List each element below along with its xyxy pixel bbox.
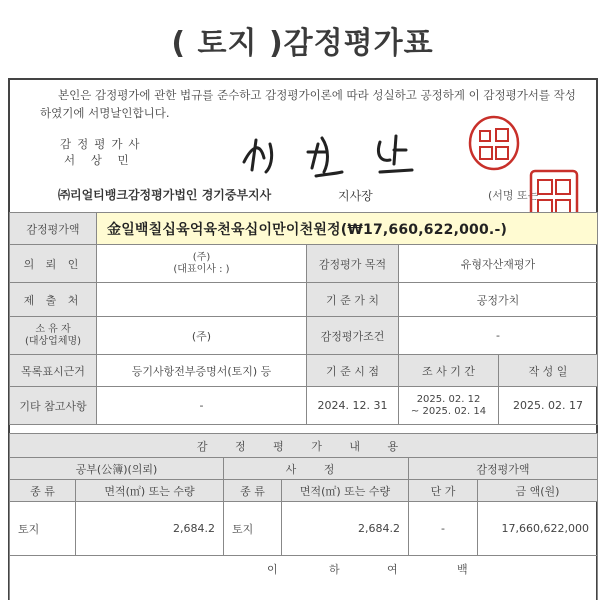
actual-area: 2,684.2 (282, 502, 409, 556)
requester-cell (97, 245, 307, 283)
survey-period-label: 조 사 기 간 (399, 355, 499, 387)
footer-char: 여 (387, 563, 398, 576)
ledger-type: 토지 (10, 502, 76, 556)
requester-rep: (대표이사 : ) (173, 263, 230, 275)
col-header: 종 류 (224, 480, 282, 502)
footer-remark (9, 555, 597, 583)
purpose-value: 유형자산재평가 (399, 245, 598, 283)
branch-chief-label: 지사장 (338, 189, 373, 203)
list-basis-label: 목록표시근거 (10, 355, 97, 387)
unit-price: - (409, 502, 478, 556)
submit-label: 제 출 처 (10, 283, 97, 317)
total-amount: 17,660,622,000 (478, 502, 598, 556)
base-date-value: 2024. 12. 31 (307, 387, 399, 425)
section-title: 감 정 평 가 내 용 (10, 434, 598, 458)
table-row (10, 502, 598, 556)
sign-note: (서명 또는 (488, 189, 539, 202)
survey-period-cell (399, 387, 499, 425)
footer-char: 이 (267, 563, 278, 576)
condition-value: - (399, 317, 598, 355)
actual-header: 사 정 (224, 458, 409, 480)
footer-char: 백 (457, 563, 468, 576)
actual-type: 토지 (224, 502, 282, 556)
col-header: 금 액(원) (478, 480, 598, 502)
condition-label: 감정평가조건 (307, 317, 399, 355)
ledger-area: 2,684.2 (76, 502, 224, 556)
basis-value: 공정가치 (399, 283, 598, 317)
col-header: 면적(㎡) 또는 수량 (76, 480, 224, 502)
handwritten-signature (230, 124, 450, 184)
amount-label: 감정평가액 (10, 213, 97, 245)
survey-start: 2025. 02. 12 (416, 393, 481, 405)
written-date-label: 작 성 일 (499, 355, 598, 387)
col-header: 면적(㎡) 또는 수량 (282, 480, 409, 502)
summary-table (9, 212, 598, 425)
amount-value: 金일백칠십육억육천육십이만이천원정(₩17,660,622,000.-) (97, 213, 598, 245)
purpose-label: 감정평가 목적 (307, 245, 399, 283)
other-label: 기타 참고사항 (10, 387, 97, 425)
basis-label: 기 준 가 치 (307, 283, 399, 317)
submit-value (97, 283, 307, 317)
owner-label-cell (10, 317, 97, 355)
owner-value: (주) (97, 317, 307, 355)
ledger-header: 공부(公簿)(의뢰) (10, 458, 224, 480)
requester-label: 의 뢰 인 (10, 245, 97, 283)
appraiser-name: 서 상 민 (64, 153, 135, 167)
col-header: 종 류 (10, 480, 76, 502)
list-basis-value: 등기사항전부증명서(토지) 등 (97, 355, 307, 387)
base-date-label: 기 준 시 점 (307, 355, 399, 387)
intro-statement: 본인은 감정평가에 관한 법규를 준수하고 감정평가이론에 따라 성실하고 공정하게 이 감정평가서를 작성하였기에 서명날인합니다. (40, 88, 576, 120)
survey-end: ~ 2025. 02. 14 (410, 405, 487, 417)
company-name: ㈜리얼티뱅크감정평가법인 경기중부지사 (58, 188, 272, 202)
col-header: 단 가 (409, 480, 478, 502)
requester-value: (주) (192, 251, 211, 263)
appraised-header: 감정평가액 (409, 458, 598, 480)
appraiser-label: 감정평가사 (60, 137, 146, 151)
owner-label: 소 유 자 (35, 323, 71, 335)
page-title: ( 토지 )감정평가표 (171, 26, 434, 61)
appraiser-block (60, 136, 146, 168)
owner-label-sub: (대상업체명) (24, 335, 82, 347)
written-date-value: 2025. 02. 17 (499, 387, 598, 425)
official-seal-icon (468, 115, 520, 171)
footer-char: 하 (329, 563, 340, 576)
other-value: - (97, 387, 307, 425)
